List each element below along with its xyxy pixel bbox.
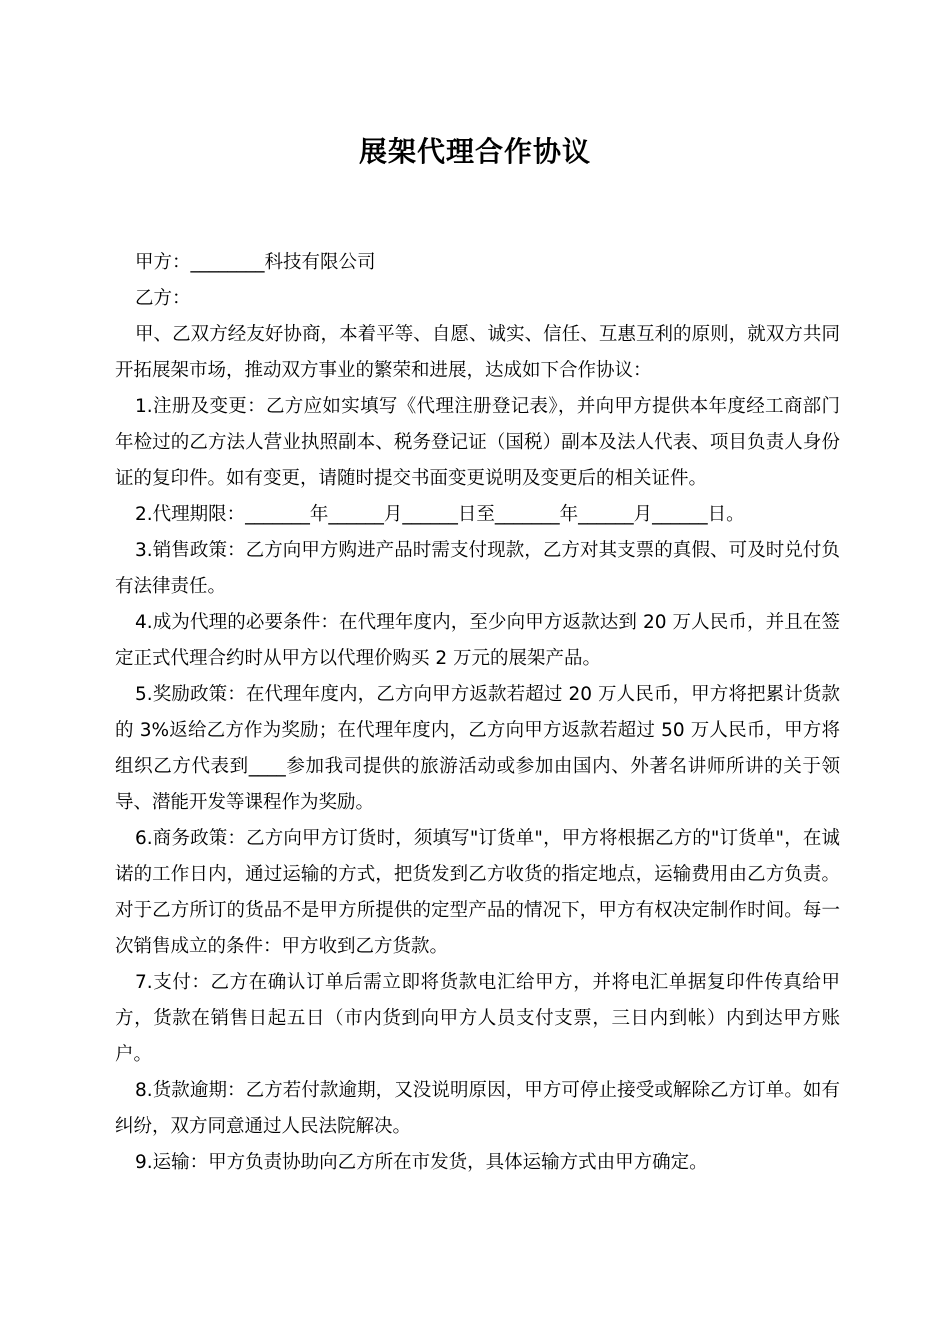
- clause-1-registration: 1.注册及变更：乙方应如实填写《代理注册登记表》，并向甲方提供本年度经工商部门年检过的乙方法人营业执照副本、税务登记证（国税）副本及法人代表、项目负责人身份证的复印件。如有变更，请随时提交书面变更说明及变更后的相关证件。: [115, 396, 840, 489]
- clause-5-rewards: 5.奖励政策：在代理年度内，乙方向甲方返款若超过 20 万人民币，甲方将把累计货款的 3%返给乙方作为奖励；在代理年度内，乙方向甲方返款若超过 50 万人民币，甲方将组织乙方代表到____参加我司提供的旅游活动或参加由国内、外著名讲师所讲的关于领导、潜能开发等课程作为奖励。: [115, 684, 840, 813]
- clause-8-overdue: 8.货款逾期：乙方若付款逾期，又没说明原因，甲方可停止接受或解除乙方订单。如有纠纷，双方同意通过人民法院解决。: [115, 1080, 840, 1137]
- party-b-line: 乙方：: [135, 288, 191, 309]
- preamble-paragraph: 甲、乙双方经友好协商，本着平等、自愿、诚实、信任、互惠互利的原则，就双方共同开拓展架市场，推动双方事业的繁荣和进展，达成如下合作协议：: [115, 324, 840, 381]
- clause-9-transport: 9.运输：甲方负责协助向乙方所在市发货，具体运输方式由甲方确定。: [135, 1152, 708, 1173]
- party-a-line: 甲方：________科技有限公司: [135, 252, 376, 273]
- clause-4-requirements: 4.成为代理的必要条件：在代理年度内，至少向甲方返款达到 20 万人民币，并且在签定正式代理合约时从甲方以代理价购买 2 万元的展架产品。: [115, 612, 840, 669]
- clause-6-business-policy: 6.商务政策：乙方向甲方订货时，须填写"订货单"，甲方将根据乙方的"订货单"，在诚诺的工作日内，通过运输的方式，把货发到乙方收货的指定地点，运输费用由乙方负责。对于乙方所订的货品不是甲方所提供的定型产品的情况下，甲方有权决定制作时间。每一次销售成立的条件：甲方收到乙方货款。: [115, 828, 840, 957]
- clause-7-payment: 7.支付：乙方在确认订单后需立即将货款电汇给甲方，并将电汇单据复印件传真给甲方，货款在销售日起五日（市内货到向甲方人员支付支票，三日内到帐）内到达甲方账户。: [115, 972, 840, 1065]
- clause-2-term: 2.代理期限：_______年______月______日至_______年______月______日。: [135, 504, 745, 525]
- document-body: [115, 245, 840, 1181]
- clause-3-sales-policy: 3.销售政策：乙方向甲方购进产品时需支付现款，乙方对其支票的真假、可及时兑付负有法律责任。: [115, 540, 840, 597]
- document-title: 展架代理合作协议: [358, 135, 591, 168]
